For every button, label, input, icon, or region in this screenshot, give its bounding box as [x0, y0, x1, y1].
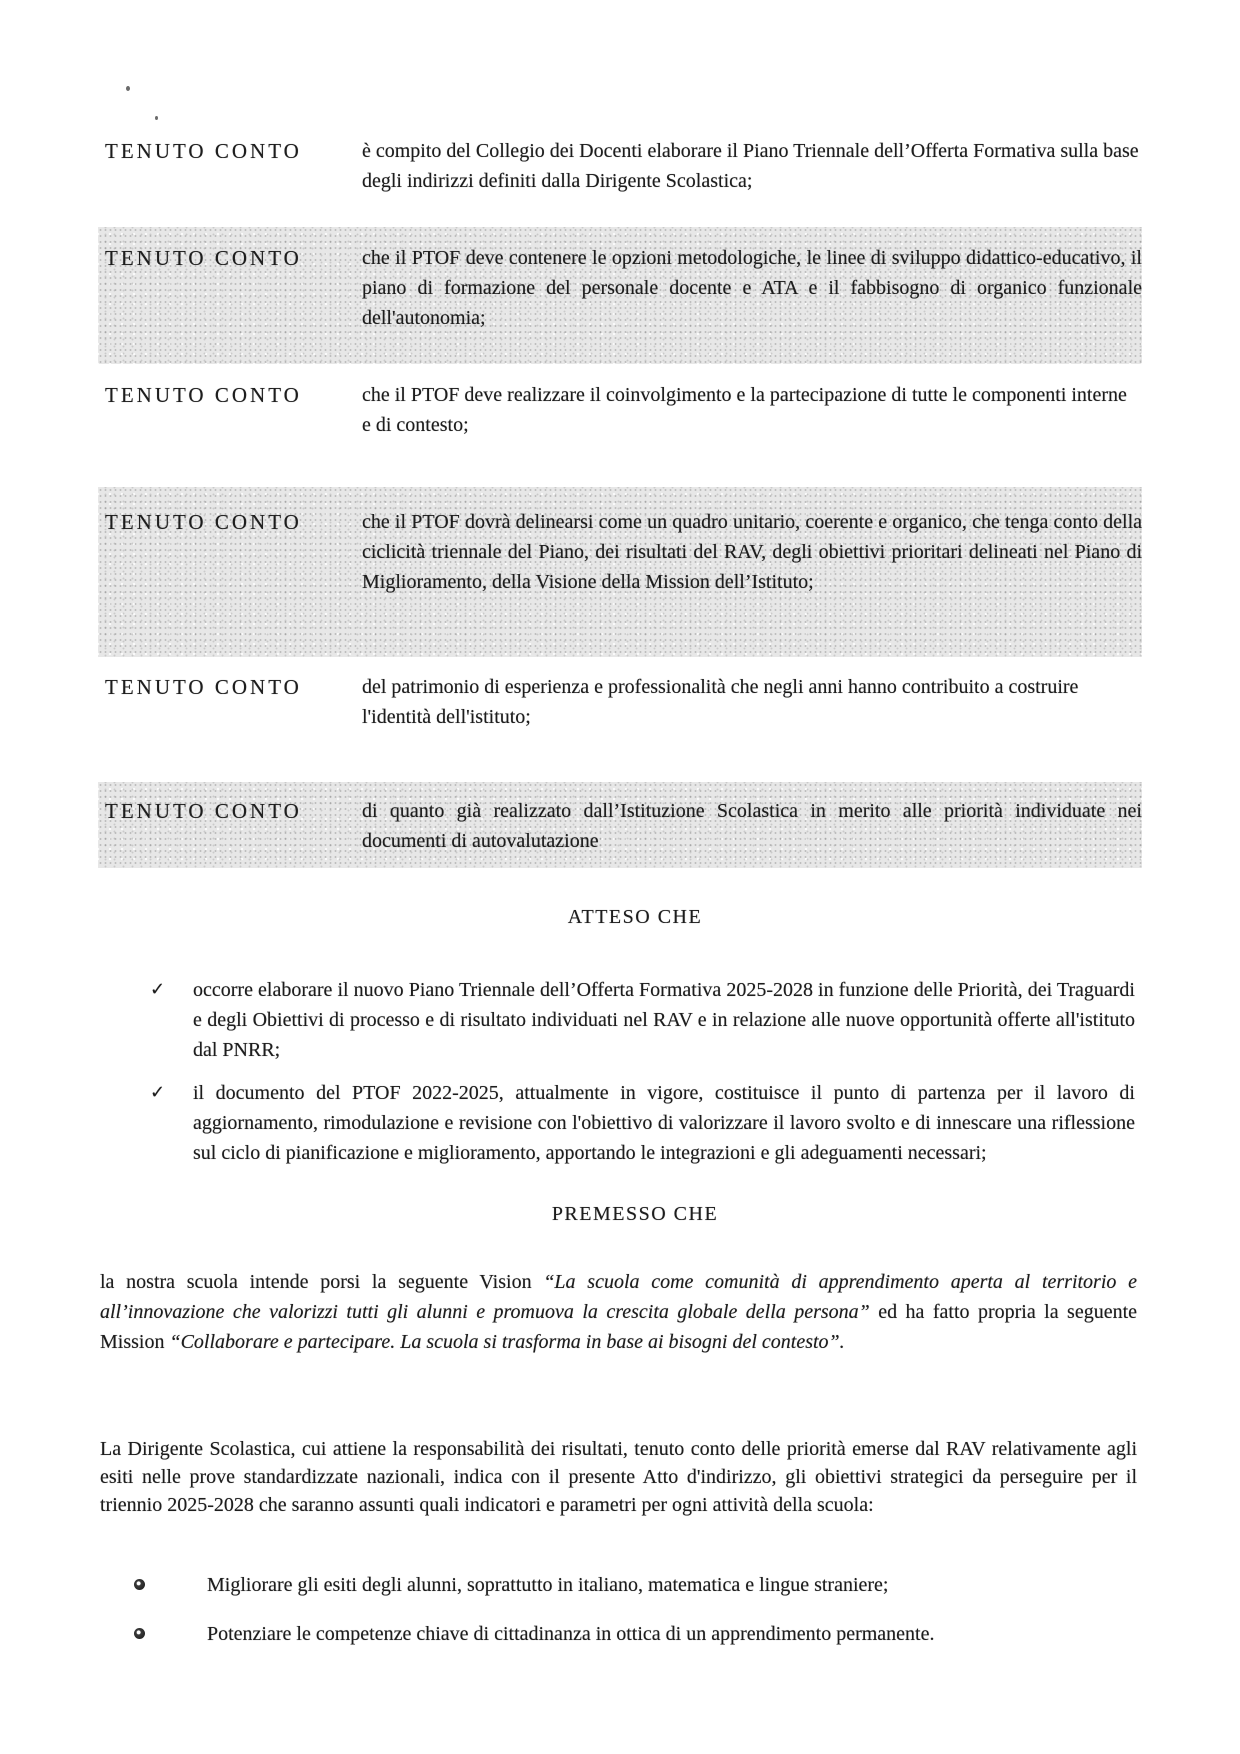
consideration-text: che il PTOF deve realizzare il coinvolgimento e la partecipazione di tutte le componenti interne e di contesto;	[362, 384, 1127, 436]
consideration-text: del patrimonio di esperienza e professionalità che negli anni hanno contribuito a costruire l'identità dell'istituto;	[362, 676, 1079, 728]
tenuto-conto-label: TENUTO CONTO	[105, 675, 302, 699]
objective-item-1	[128, 1570, 1135, 1600]
consideration-row-6-highlighted	[98, 782, 1142, 868]
consideration-text: di quanto già realizzato dall’Istituzione Scolastica in merito alle priorità individuate nei documenti di autovalutazione	[362, 800, 1142, 852]
checkmark-icon: ✓	[150, 1082, 166, 1103]
vision-mission-paragraph: la nostra scuola intende porsi la seguente Vision “La scuola come comunità di apprendimento aperta al territorio e all’innovazione che valorizzi tutti gli alunni e promuova la crescita globale della persona” ed ha fatto propria la seguente Mission “Collaborare e partecipare. La scuola si trasforma in base ai bisogni del contesto”.	[100, 1271, 1138, 1353]
atteso-item-1	[150, 975, 1135, 1065]
consideration-text: che il PTOF deve contenere le opzioni metodologiche, le linee di sviluppo didattico-educativo, il piano di formazione del personale docente e ATA e il fabbisogno di organico funzionale dell'autonomia;	[362, 247, 1142, 329]
objective-text: Potenziare le competenze chiave di cittadinanza in ottica di un apprendimento permanente.	[207, 1623, 935, 1645]
consideration-row-2-highlighted	[98, 227, 1142, 364]
tenuto-conto-label: TENUTO CONTO	[105, 510, 302, 534]
atteso-item-text: occorre elaborare il nuovo Piano Triennale dell’Offerta Formativa 2025-2028 in funzione delle Priorità, dei Traguardi e degli Obiettivi di processo e di risultato individuati nel RAV e in relazione alle nuove opportunità offerte all'istituto dal PNRR;	[193, 979, 1135, 1061]
scan-speck	[126, 86, 130, 91]
consideration-row-4-highlighted	[98, 487, 1142, 657]
atteso-item-2	[150, 1078, 1135, 1168]
tenuto-conto-label: TENUTO CONTO	[105, 799, 302, 823]
consideration-row-3	[105, 380, 1140, 440]
atteso-item-text: il documento del PTOF 2022-2025, attualmente in vigore, costituisce il punto di partenza per il lavoro di aggiornamento, rimodulazione e revisione con l'obiettivo di valorizzare il lavoro svolto e di innescare una riflessione sul ciclo di pianificazione e miglioramento, apportando le integrazioni e gli adeguamenti necessari;	[193, 1082, 1135, 1164]
tenuto-conto-label: TENUTO CONTO	[105, 383, 302, 407]
scan-speck	[155, 116, 158, 120]
bullet-icon	[128, 1570, 207, 1590]
consideration-row-1	[105, 136, 1140, 196]
checkmark-icon: ✓	[150, 979, 166, 1000]
objective-item-2	[128, 1619, 1135, 1649]
consideration-row-5	[105, 672, 1140, 732]
consideration-text: che il PTOF dovrà delinearsi come un quadro unitario, coerente e organico, che tenga conto della ciclicità triennale del Piano, dei risultati del RAV, degli obiettivi prioritari delineati nel Piano di Miglioramento, della Visione della Mission dell’Istituto;	[362, 511, 1142, 593]
consideration-text: è compito del Collegio dei Docenti elaborare il Piano Triennale dell’Offerta Formativa sulla base degli indirizzi definiti dalla Dirigente Scolastica;	[362, 140, 1139, 192]
directive-paragraph: La Dirigente Scolastica, cui attiene la responsabilità dei risultati, tenuto conto delle priorità emerse dal RAV relativamente agli esiti nelle prove standardizzate nazionali, indica con il presente Atto d'indirizzo, gli obiettivi strategici da perseguire per il triennio 2025-2028 che saranno assunti quali indicatori e parametri per ogni attività della scuola:	[100, 1438, 1137, 1516]
premesso-che-heading: PREMESSO CHE	[551, 1203, 719, 1225]
bullet-icon	[128, 1619, 207, 1639]
atteso-che-heading: ATTESO CHE	[567, 906, 703, 928]
objective-text: Migliorare gli esiti degli alunni, soprattutto in italiano, matematica e lingue straniere;	[207, 1574, 889, 1596]
tenuto-conto-label: TENUTO CONTO	[105, 139, 302, 163]
tenuto-conto-label: TENUTO CONTO	[105, 246, 302, 270]
